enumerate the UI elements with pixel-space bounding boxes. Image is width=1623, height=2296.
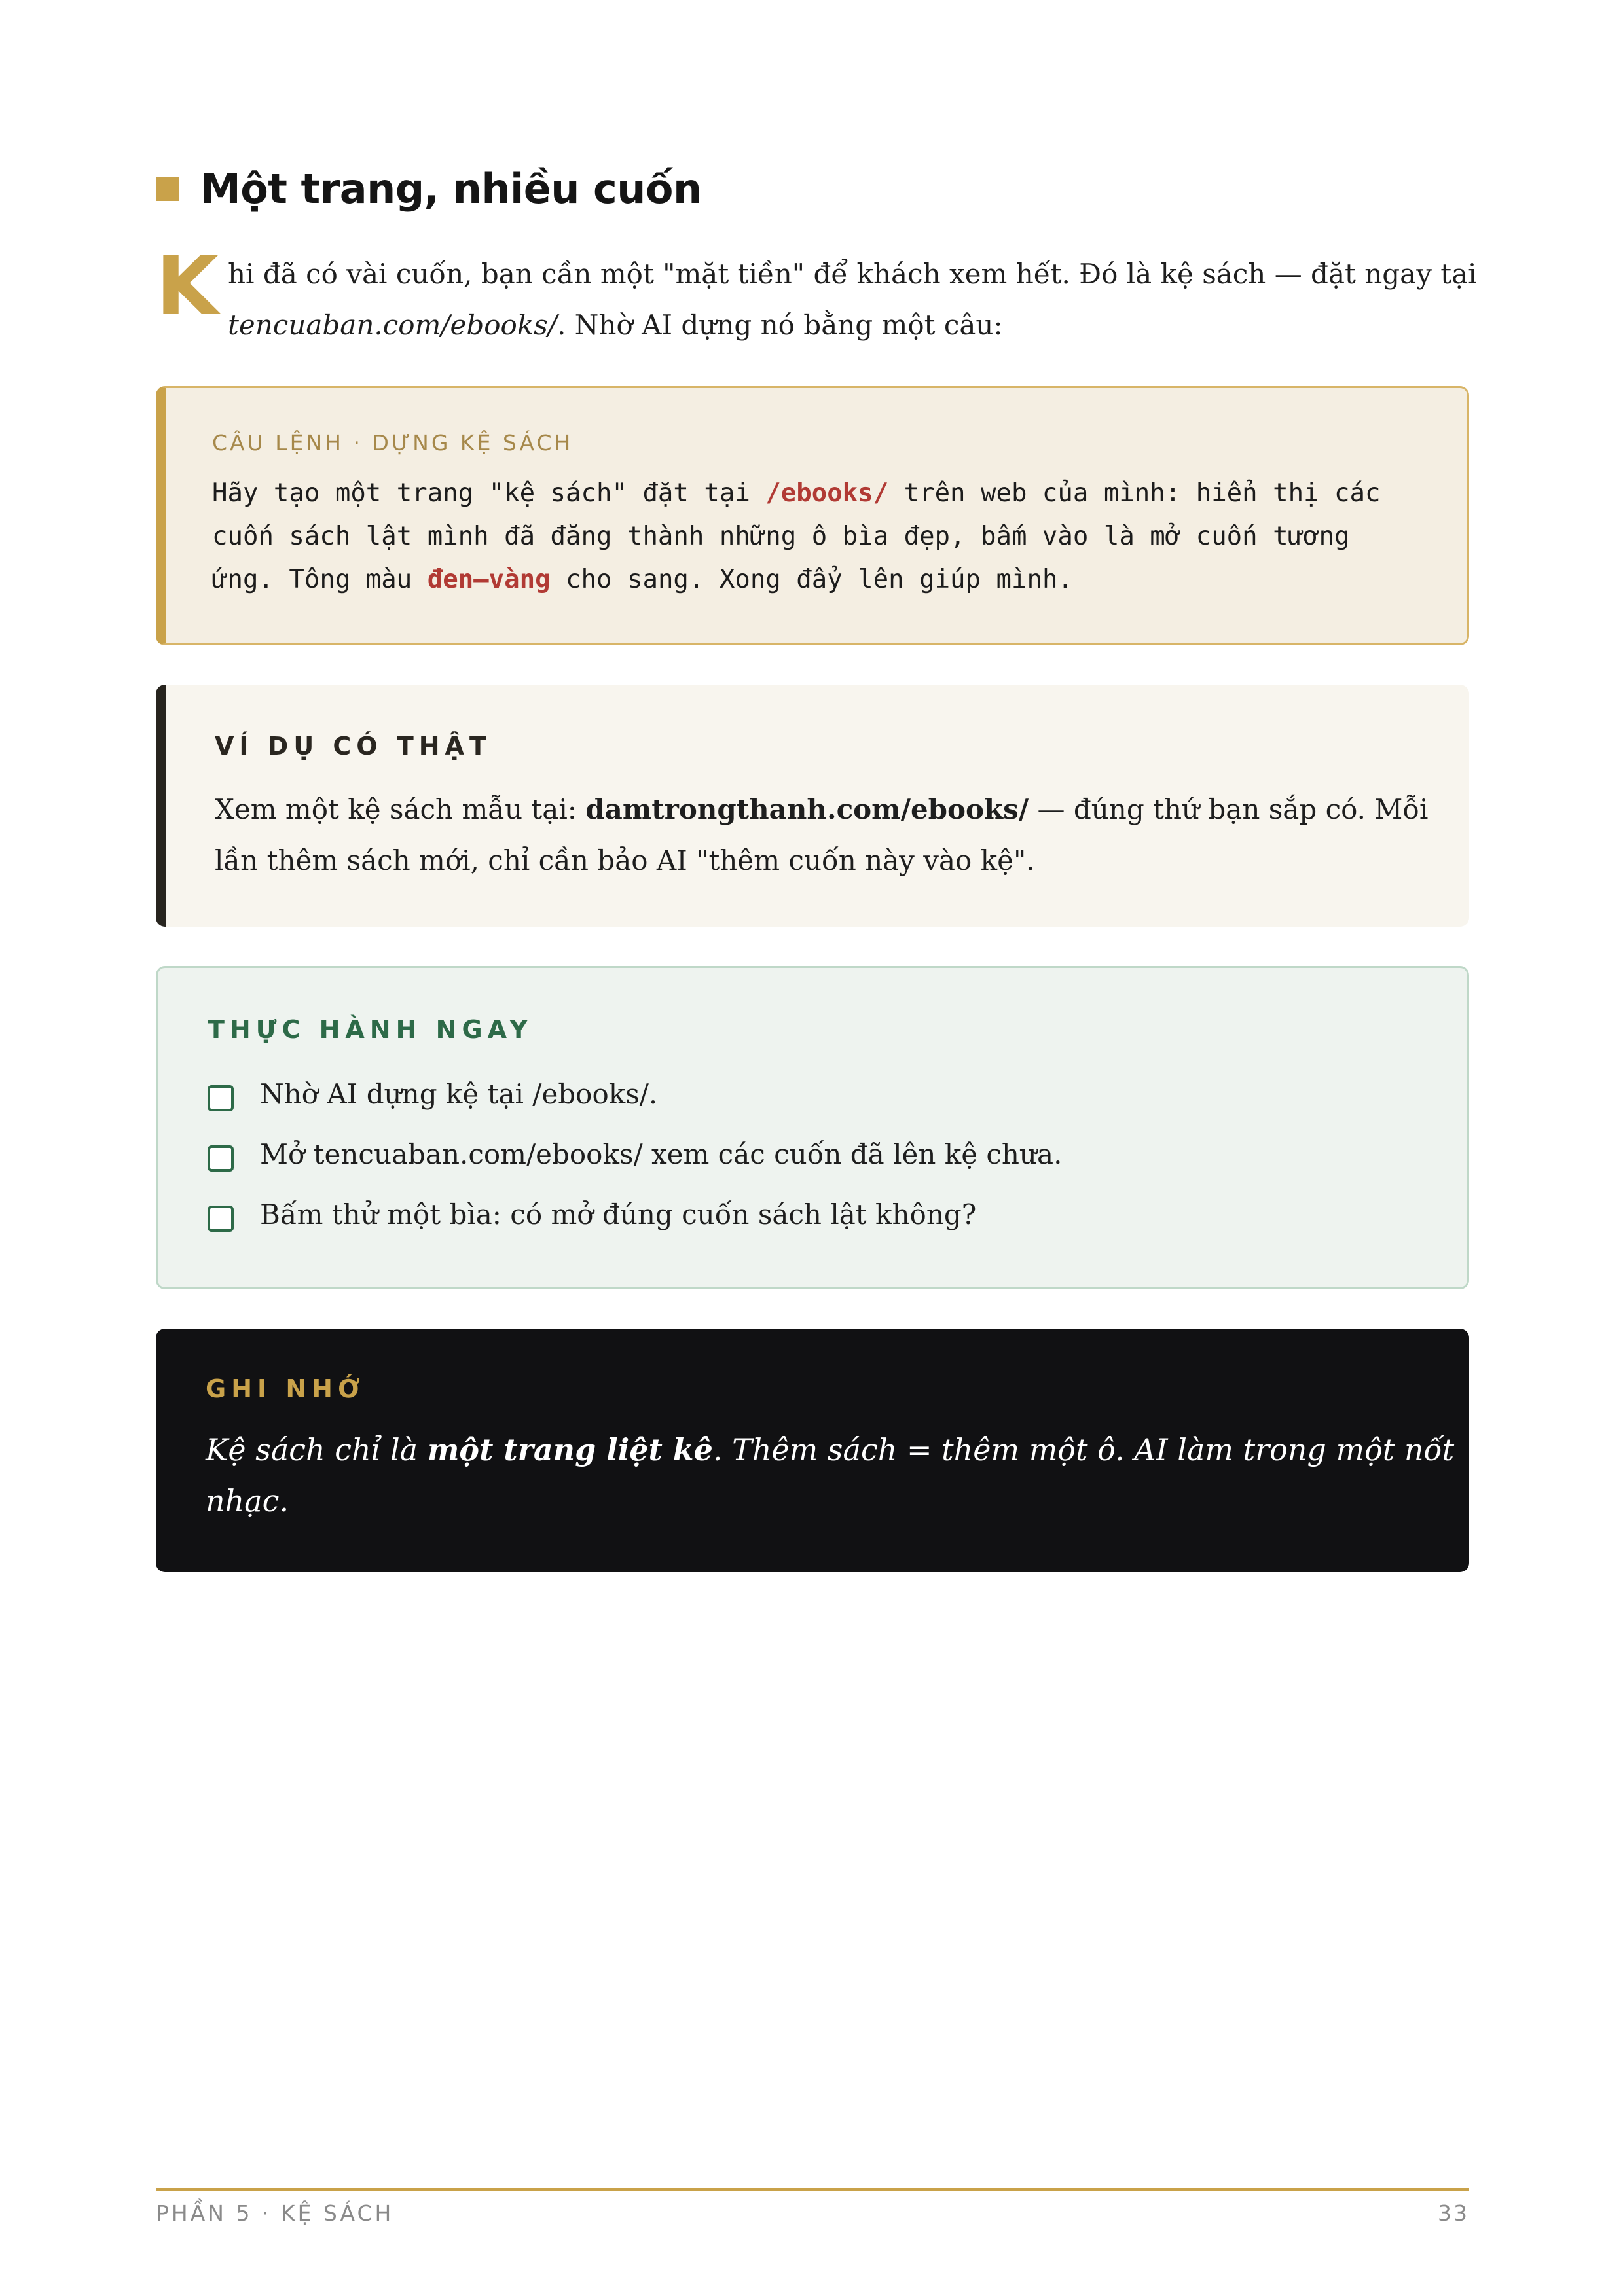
prompt-line-3-a: ứng. Tông màu (212, 565, 428, 594)
intro-url: tencuaban.com/ebooks/ (228, 309, 557, 341)
remember-line-1 (206, 1424, 1455, 1475)
checklist-item-text: Mở tencuaban.com/ebooks/ xem các cuốn đã lên kệ chưa. (260, 1138, 1063, 1170)
intro-line-2-rest: . Nhờ AI dựng nó bằng một câu: (556, 309, 1003, 341)
section-title: Một trang, nhiều cuốn (200, 165, 702, 213)
checkbox[interactable] (208, 1206, 234, 1232)
intro-paragraph (156, 240, 1478, 351)
example-line-1 (215, 784, 1446, 835)
practice-callout (156, 966, 1469, 1289)
prompt-color-code: đen–vàng (427, 565, 551, 594)
checkbox[interactable] (208, 1145, 234, 1172)
footer-divider (156, 2188, 1469, 2191)
drop-cap: K (156, 240, 219, 334)
checklist-item-text: Bấm thử một bìa: có mở đúng cuốn sách lật không? (260, 1198, 977, 1230)
prompt-line-1-b: trên web của mình: hiển thị các (888, 478, 1381, 508)
checklist-item-text: Nhờ AI dựng kệ tại /ebooks/. (260, 1077, 658, 1110)
checkbox[interactable] (208, 1085, 234, 1111)
example-callout (156, 685, 1469, 927)
prompt-label: CÂU LỆNH · DỰNG KỆ SÁCH (212, 430, 574, 456)
prompt-line-3-b: cho sang. Xong đẩy lên giúp mình. (550, 565, 1073, 594)
practice-checklist (208, 1064, 1062, 1244)
example-line-1-a: Xem một kệ sách mẫu tại: (215, 793, 586, 825)
example-line-2: lần thêm sách mới, chỉ cần bảo AI "thêm cuốn này vào kệ". (215, 844, 1035, 876)
prompt-line-1-a: Hãy tạo một trang "kệ sách" đặt tại (212, 478, 766, 508)
remember-line-2: nhạc. (206, 1483, 289, 1518)
example-label: VÍ DỤ CÓ THẬT (215, 732, 492, 761)
remember-text (206, 1424, 1455, 1526)
prompt-path-code: /ebooks/ (765, 478, 889, 508)
prompt-line-1 (212, 472, 1443, 515)
section-heading (156, 165, 702, 213)
page-number: 33 (1438, 2200, 1469, 2226)
prompt-line-2: cuốn sách lật mình đã đăng thành những ô bìa đẹp, bấm vào là mở cuốn tương (212, 522, 1350, 551)
intro-line-2 (228, 300, 1478, 351)
example-line-1-b: — đúng thứ bạn sắp có. Mỗi (1029, 793, 1429, 825)
checklist-item (208, 1064, 1062, 1124)
practice-label: THỰC HÀNH NGAY (208, 1015, 533, 1044)
remember-callout (156, 1329, 1469, 1572)
prompt-callout (156, 386, 1469, 645)
checklist-item (208, 1184, 1062, 1244)
heading-marker (156, 177, 179, 201)
intro-line-1: hi đã có vài cuốn, bạn cần một "mặt tiền" để khách xem hết. Đó là kệ sách — đặt ngay tại (228, 258, 1477, 290)
remember-label: GHI NHỚ (206, 1374, 365, 1403)
footer-section: PHẦN 5 · KỆ SÁCH (156, 2200, 394, 2226)
prompt-text (212, 472, 1443, 601)
example-url: damtrongthanh.com/ebooks/ (585, 793, 1029, 825)
checklist-item (208, 1124, 1062, 1184)
prompt-line-3 (212, 558, 1443, 601)
remember-line-1-a: Kệ sách chỉ là (206, 1432, 428, 1467)
remember-emphasis: một trang liệt kê (427, 1432, 713, 1467)
example-text (215, 784, 1446, 886)
remember-line-1-b: . Thêm sách = thêm một ô. AI làm trong một nốt (712, 1432, 1455, 1467)
